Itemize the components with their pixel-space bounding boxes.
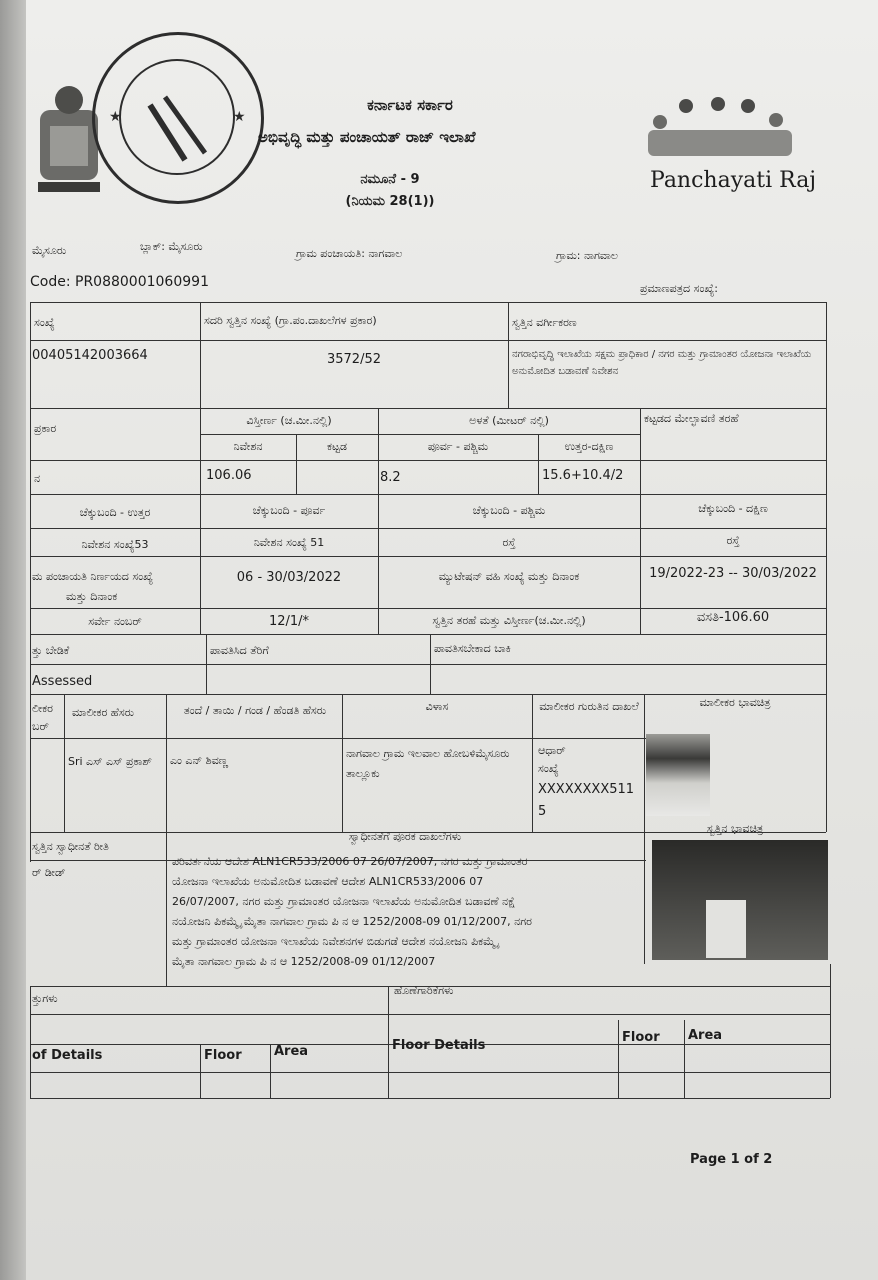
classification-header: ಸ್ವತ್ತಿನ ವರ್ಗೀಕರಣ bbox=[512, 316, 577, 329]
north-boundary-label: ಚೆಕ್ಕುಬಂದಿ - ಉತ್ತರ bbox=[79, 506, 151, 519]
roof-type-label: ಕಟ್ಟಡದ ಮೇಲ್ಛಾವಣಿ ತರಹೆ bbox=[644, 412, 739, 425]
east-boundary-label: ಚೆಕ್ಕುಬಂದಿ - ಪೂರ್ವ bbox=[252, 504, 326, 517]
gram-panchayat: ಗ್ರಾಮ ಪಂಚಾಯತಿ: ನಾಗವಾಲ bbox=[296, 247, 403, 260]
tax-paid-label: ಪಾವತಿಸಿದ ತೆರಿಗೆ bbox=[210, 644, 269, 657]
roof-details-header: of Details bbox=[32, 1048, 103, 1063]
id-number-masked: XXXXXXXX511 bbox=[538, 782, 635, 797]
resolution-date-label: ಮತ್ತು ದಿನಾಂಕ bbox=[66, 590, 118, 603]
floor-header-2: Floor bbox=[622, 1030, 660, 1045]
certificate-number-label: ಪ್ರಮಾಣಪತ್ರದ ಸಂಖ್ಯೆ: bbox=[640, 282, 719, 295]
relation-name: ಎಂ ಎನ್ ಶಿವಣ್ಣ bbox=[170, 754, 229, 767]
ownership-mode-label: ಸ್ವತ್ತಿನ ಸ್ವಾಧೀನತೆ ರೀತಿ bbox=[32, 840, 109, 853]
property-photo bbox=[652, 840, 828, 960]
north-south-value: 15.6+10.4/2 bbox=[542, 468, 624, 483]
id-number-label: ಸಂಖ್ಯೆ bbox=[538, 762, 559, 775]
building-label: ಕಟ್ಟಡ bbox=[327, 440, 347, 453]
rule-number: (ನಿಯಮ 28(1)) bbox=[345, 194, 435, 209]
assets-label: ತ್ತುಗಳು bbox=[32, 992, 58, 1005]
east-west-value: 8.2 bbox=[380, 470, 401, 485]
mutation-value: 19/2022-23 -- 30/03/2022 bbox=[649, 566, 817, 581]
area-header: Area bbox=[274, 1044, 309, 1059]
liabilities-label: ಹೊಣೆಗಾರಿಕೆಗಳು bbox=[394, 984, 454, 997]
property-number: 3572/52 bbox=[326, 352, 381, 367]
resolution-label: ಮ ಪಂಚಾಯತಿ ನಿರ್ಣಯದ ಸಂಖ್ಯೆ bbox=[32, 570, 154, 583]
district: ಮೈಸೂರು bbox=[32, 244, 67, 257]
owner-address: ನಾಗವಾಲ ಗ್ರಾಮ ಇಲವಾಲ ಹೋಬಳಿಮೈಸೂರು ತಾಲ್ಲೂಕು bbox=[346, 747, 510, 780]
west-boundary-value: ರಸ್ತೆ bbox=[502, 536, 516, 549]
property-type-value: ವಸತಿ-106.60 bbox=[696, 610, 770, 625]
village: ಗ್ರಾಮ: ನಾಗವಾಲ bbox=[556, 249, 619, 262]
survey-value: 12/1/* bbox=[268, 614, 310, 629]
mutation-label: ಮ್ಯುಟೇಷನ್ ವಹಿ ಸಂಖ್ಯೆ ಮತ್ತು ದಿನಾಂಕ bbox=[438, 570, 580, 583]
assessed-label: Assessed bbox=[32, 674, 93, 689]
ownership-docs-label: ಸ್ವಾಧೀನತೆಗೆ ಪೂರಕ ದಾಖಲೆಗಳು bbox=[348, 830, 462, 843]
floor-details-header: Floor Details bbox=[392, 1038, 486, 1053]
area-header-2: Area bbox=[688, 1028, 723, 1043]
owner-name-header: ಮಾಲೀಕರ ಹೆಸರು bbox=[72, 706, 135, 719]
south-boundary-label: ಚೆಕ್ಕುಬಂದಿ - ದಕ್ಷಿಣ bbox=[698, 502, 768, 515]
owner-name: Sri ಎಸ್ ಎಸ್ ಪ್ರಕಾಶ್ bbox=[68, 755, 152, 768]
north-boundary-value: ನಿವೇಶನ ಸಂಖ್ಯೆ53 bbox=[81, 538, 149, 551]
area-row-label: ನ bbox=[34, 472, 41, 485]
id-type: ಆಧಾರ್ bbox=[538, 744, 566, 757]
owner-photo-header: ಮಾಲೀಕರ ಭಾವಚಿತ್ರ bbox=[699, 696, 771, 709]
ownership-docs: ಪರಿವರ್ತನೆಯ ಆದೇಶ ALN1CR533/2006 07 26/07/2007, ನಗರ ಮತ್ತು ಗ್ರಾಮಾಂತರ ಯೋಜನಾ ಇಲಾಖೆಯ ಅನುಮೋದಿತ ಬಡಾವಣೆ ಆದೇಶ ALN1CR533/2006 07 26/07/2007, ನಗರ ಮತ್ತು ಗ್ರಾಮಾಂತರ ಯೋಜನಾ ಇಲಾಖೆಯ ಅನುಮೋದಿತ ಬಡಾವಣೆ ನಕ್ಷೆ ನಯೋಜನಿ ಪಿಕಮ್ಮೈ ಮೈತಾ ನಾಗವಾಲ ಗ್ರಾಮ ಪಿ ನ ಆ 1252/2008-09 01/12/2007, ನಗರ ಮತ್ತು ಗ್ರಾಮಾಂತರ ಯೋಜನಾ ಇಲಾಖೆಯ ನಿವೇಶನಗಳ ಬಿಡುಗಡೆ ಆದೇಶ ನಯೋಜನಿ ಪಿಕಮ್ಮೈ ಮೈತಾ ನಾಗವಾಲ ಗ್ರಾಮ ಪಿ ನ ಆ 1252/2008-09 01/12/2007 bbox=[172, 855, 532, 968]
east-boundary-value: ನಿವೇಶನ ಸಂಖ್ಯೆ 51 bbox=[253, 536, 325, 549]
logo-text: Panchayati Raj bbox=[650, 168, 817, 193]
north-south-label: ಉತ್ತರ-ದಕ್ಷಿಣ bbox=[564, 440, 614, 453]
ownership-mode: ರ್ ಡೀಡ್ bbox=[32, 866, 66, 879]
form-number: ನಮೂನೆ - 9 bbox=[360, 172, 420, 187]
site-area-value: 106.06 bbox=[206, 468, 252, 483]
property-id: 00405142003664 bbox=[32, 348, 148, 363]
type-label: ಪ್ರಕಾರ bbox=[34, 422, 57, 435]
number-header: ಸಂಖ್ಯೆ bbox=[34, 316, 55, 329]
floor-header: Floor bbox=[204, 1048, 242, 1063]
owner-id-header: ಮಾಲೀಕರ ಗುರುತಿನ ದಾಖಲೆ bbox=[539, 700, 639, 713]
govt-title: ಕರ್ನಾಟಕ ಸರ್ಕಾರ bbox=[367, 96, 453, 114]
tax-balance-label: ಪಾವತಿಸಬೇಕಾದ ಬಾಕಿ bbox=[434, 642, 511, 655]
property-type-label: ಸ್ವತ್ತಿನ ತರಹೆ ಮತ್ತು ವಿಸ್ತೀರ್ಣ(ಚ.ಮೀ.ನಲ್ಲಿ) bbox=[432, 614, 586, 627]
survey-label: ಸರ್ವೇ ನಂಬರ್ bbox=[88, 615, 142, 628]
gram-panchayat-seal bbox=[92, 32, 264, 204]
owner-photo bbox=[646, 734, 710, 816]
svg-text:★: ★ bbox=[109, 109, 122, 125]
panchayati-raj-logo bbox=[640, 96, 817, 206]
south-boundary-value: ರಸ್ತೆ bbox=[726, 534, 740, 547]
measure-label: ಅಳತೆ (ಮೀಟರ್ ನಲ್ಲಿ) bbox=[469, 414, 549, 427]
id-number-suffix: 5 bbox=[538, 804, 547, 819]
block: ಬ್ಲಾಕ್: ಮೈಸೂರು bbox=[140, 240, 203, 253]
owner-number-header: ಲೀಕರ ಬರ್ bbox=[32, 702, 53, 733]
property-code: Code: PR0880001060991 bbox=[30, 274, 209, 290]
address-header: ವಿಳಾಸ bbox=[425, 700, 449, 713]
svg-text:★: ★ bbox=[233, 109, 246, 125]
property-photo-label: ಸ್ವತ್ತಿನ ಭಾವಚಿತ್ರ bbox=[706, 822, 764, 835]
site-label: ನಿವೇಶನ bbox=[233, 440, 263, 453]
tax-demand-label: ತ್ತು ಬೇಡಿಕೆ bbox=[32, 644, 70, 657]
west-boundary-label: ಚೆಕ್ಕುಬಂದಿ - ಪಶ್ಚಿಮ bbox=[472, 504, 546, 517]
resolution-value: 06 - 30/03/2022 bbox=[236, 570, 342, 585]
classification-value: ನಗರಾಭಿವೃದ್ಧಿ ಇಲಾಖೆಯ ಸಕ್ಷಮ ಪ್ರಾಧಿಕಾರ / ನಗರ ಮತ್ತು ಗ್ರಾಮಾಂತರ ಯೋಜನಾ ಇಲಾಖೆಯ ಅನುಮೋದಿತ ಬಡಾವಣೆ ನಿವೇಶನ bbox=[512, 349, 812, 377]
property-number-header: ಸದರಿ ಸ್ವತ್ತಿನ ಸಂಖ್ಯೆ (ಗ್ರಾ.ಪಂ.ದಾಖಲೆಗಳ ಪ್ರಕಾರ) bbox=[204, 314, 377, 327]
east-west-label: ಪೂರ್ವ - ಪಶ್ಚಿಮ bbox=[427, 440, 489, 453]
extent-label: ವಿಸ್ತೀರ್ಣ (ಚ.ಮೀ.ನಲ್ಲಿ) bbox=[246, 414, 332, 427]
page-number: Page 1 of 2 bbox=[690, 1152, 773, 1167]
relation-name-header: ತಂದೆ / ತಾಯಿ / ಗಂಡ / ಹೆಂಡತಿ ಹೆಸರು bbox=[183, 704, 327, 717]
dept-title: ಅಭಿವೃದ್ಧಿ ಮತ್ತು ಪಂಚಾಯತ್ ರಾಜ್ ಇಲಾಖೆ bbox=[258, 128, 476, 146]
